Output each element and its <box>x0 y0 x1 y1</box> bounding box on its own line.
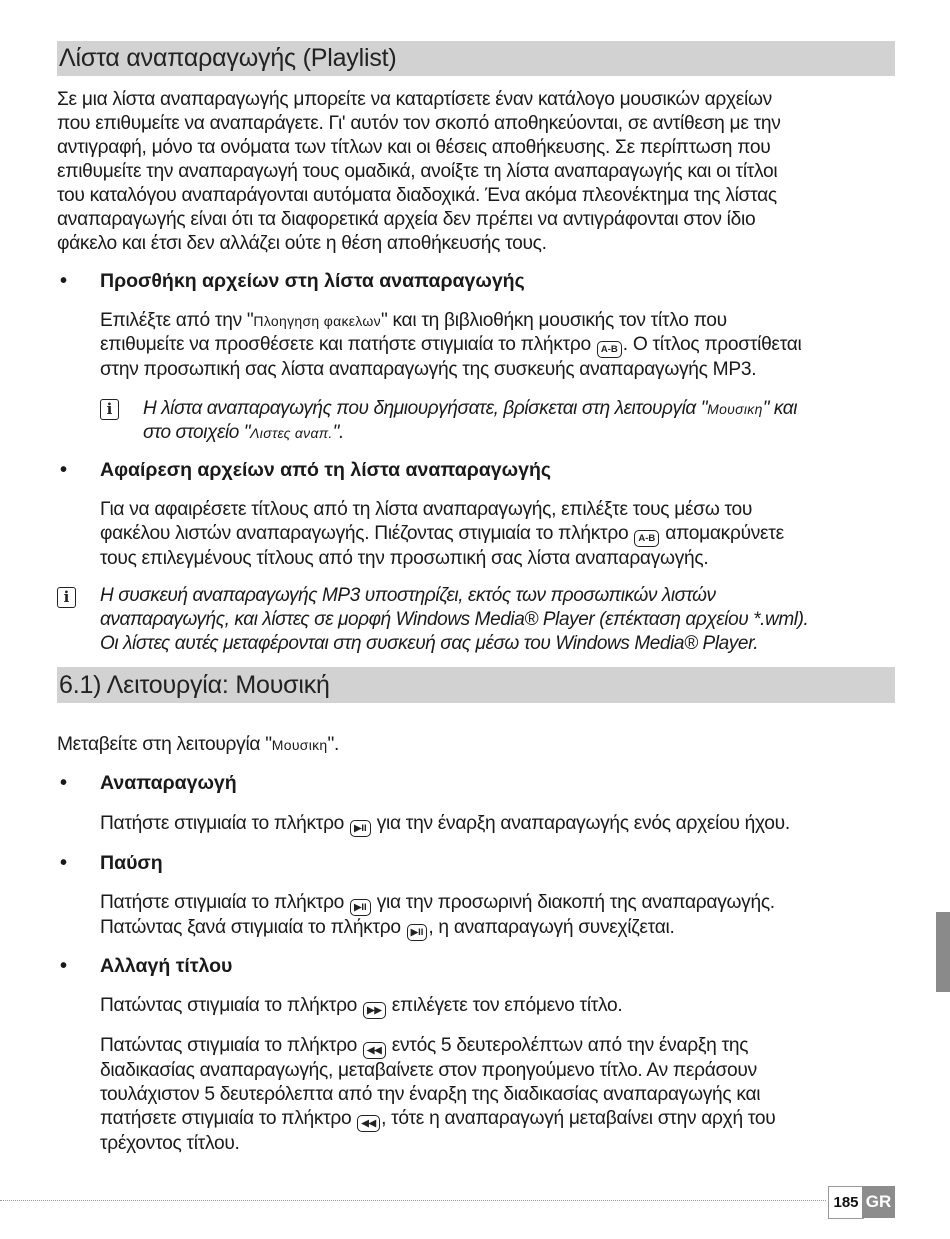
text-line: αναπαραγωγής, και λίστες σε μορφή Windows Media® Player (επέκταση αρχείου *.wml). <box>100 609 809 630</box>
text-line: φακέλου λιστών αναπαραγωγής. Πιέζοντας στιγμιαία το πλήκτρο A-B απομακρύνετε <box>100 522 784 547</box>
text-line: φάκελο και έτσι δεν αλλάζει ούτε η θέση αποθήκευσής τους. <box>57 233 547 254</box>
music-intro: Μεταβείτε στη λειτουργία "Μουσικη". <box>57 734 340 755</box>
heading-pause: Παύση <box>100 852 163 874</box>
bullet: • <box>60 270 68 292</box>
heading-remove-files: Αφαίρεση αρχείων από τη λίστα αναπαραγωγής <box>100 459 552 481</box>
play-pause-key-icon: ▶II <box>350 899 371 916</box>
bullet: • <box>60 459 68 481</box>
text-line: Η λίστα αναπαραγωγής που δημιουργήσατε, βρίσκεται στη λειτουργία "Μουσικη" και <box>143 398 798 419</box>
bullet: • <box>60 852 68 874</box>
heading-track-change: Αλλαγή τίτλου <box>100 955 233 977</box>
note-wmp-playlists <box>100 584 808 656</box>
smallcaps-music: Μουσικη <box>271 737 328 753</box>
section-title-band <box>57 667 895 703</box>
previous-key-icon: ◀◀ <box>357 1115 380 1132</box>
next-key-icon: ▶▶ <box>363 1002 386 1019</box>
text-line: Οι λίστες αυτές μεταφέρονται στη συσκευή σας μέσω του Windows Media® Player. <box>100 633 759 654</box>
text-line: επιθυμείτε την αναπαραγωγή τους ομαδικά, ανοίξτε τη λίστα αναπαραγωγής και οι τίτλοι <box>57 161 778 182</box>
ab-key-icon: A-B <box>634 530 659 547</box>
text-line: στο στοιχείο "Λιστες αναπ.". <box>143 422 344 443</box>
text-line: τους επιλεγμένους τίτλους από την προσωπική σας λίστα αναπαραγωγής. <box>100 548 709 569</box>
next-track-text: Πατώντας στιγμιαία το πλήκτρο ▶▶ επιλέγετε τον επόμενο τίτλο. <box>100 994 622 1019</box>
text-line: Πατήστε στιγμιαία το πλήκτρο ▶II για την προσωρινή διακοπή της αναπαραγωγής. <box>100 891 775 916</box>
text-line: Πατώντας ξανά στιγμιαία το πλήκτρο ▶II , η αναπαραγωγή συνεχίζεται. <box>100 916 775 941</box>
previous-track-text <box>100 1034 775 1156</box>
add-files-text <box>100 309 801 382</box>
footer-dotted-rule <box>0 1200 826 1201</box>
info-icon: i <box>57 587 76 608</box>
page-number: 185 <box>828 1186 864 1219</box>
remove-files-text <box>100 498 784 571</box>
heading-play: Αναπαραγωγή <box>100 772 237 794</box>
bullet: • <box>60 772 68 794</box>
info-icon: i <box>100 399 119 420</box>
text-line: αναπαραγωγής είναι ότι τα διαφορετικά αρχεία δεν πρέπει να αντιγράφονται στον ίδιο <box>57 209 756 230</box>
heading-add-files: Προσθήκη αρχείων στη λίστα αναπαραγωγής <box>100 270 525 292</box>
previous-key-icon: ◀◀ <box>363 1042 386 1059</box>
text-line: Σε μια λίστα αναπαραγωγής μπορείτε να καταρτίσετε έναν κατάλογο μουσικών αρχείων <box>57 89 772 110</box>
bullet: • <box>60 955 68 977</box>
play-pause-key-icon: ▶II <box>407 924 428 941</box>
text-line: διαδικασίας αναπαραγωγής, μεταβαίνετε στον προηγούμενο τίτλο. Αν περάσουν <box>100 1060 757 1081</box>
text-line: Πατώντας στιγμιαία το πλήκτρο ◀◀ εντός 5 δευτερολέπτων από την έναρξη της <box>100 1034 775 1059</box>
section-title-band <box>57 41 895 76</box>
text-line: τουλάχιστον 5 δευτερόλεπτα από την έναρξη της διαδικασίας αναπαραγωγής και <box>100 1084 761 1105</box>
text-line: Επιλέξτε από την "Πλοηγηση φακελων" και τη βιβλιοθήκη μουσικής τον τίτλο που <box>100 310 727 331</box>
text-line: αντιγραφή, μόνο τα ονόματα των τίτλων και οι θέσεις αποθήκευσης. Σε περίπτωση που <box>57 137 771 158</box>
text-line: πατήσετε στιγμιαία το πλήκτρο ◀◀ , τότε η αναπαραγωγή μεταβαίνει στην αρχή του <box>100 1107 775 1132</box>
section-title-music: 6.1) Λειτουργία: Μουσική <box>59 671 330 699</box>
chapter-side-tab <box>936 912 950 992</box>
language-badge: GR <box>862 1186 895 1218</box>
text-line: Η συσκευή αναπαραγωγής MP3 υποστηρίζει, εκτός των προσωπικών λιστών <box>100 585 716 606</box>
section-title-playlist: Λίστα αναπαραγωγής (Playlist) <box>59 44 397 72</box>
play-text: Πατήστε στιγμιαία το πλήκτρο ▶II για την έναρξη αναπαραγωγής ενός αρχείου ήχου. <box>100 812 790 837</box>
pause-text <box>100 891 775 941</box>
ab-key-icon: A-B <box>597 341 622 358</box>
text-line: Για να αφαιρέσετε τίτλους από τη λίστα αναπαραγωγής, επιλέξτε τους μέσω του <box>100 499 753 520</box>
text-line: επιθυμείτε να προσθέσετε και πατήστε στιγμιαία το πλήκτρο A-B . Ο τίτλος προστίθεται <box>100 333 801 358</box>
play-pause-key-icon: ▶II <box>350 820 371 837</box>
text-line: τρέχοντος τίτλου. <box>100 1133 240 1154</box>
note-playlist-location <box>143 397 797 445</box>
playlist-intro <box>57 88 781 256</box>
text-line: στην προσωπική σας λίστα αναπαραγωγής της συσκευής αναπαραγωγής MP3. <box>100 359 757 380</box>
smallcaps-folder-nav: Πλοηγηση φακελων <box>253 313 381 329</box>
text-line: του καταλόγου αναπαράγονται αυτόματα διαδοχικά. Ένα ακόμα πλεονέκτημα της λίστας <box>57 185 777 206</box>
text-line: που επιθυμείτε να αναπαράγετε. Γι' αυτόν τον σκοπό αποθηκεύονται, σε αντίθεση με την <box>57 113 781 134</box>
